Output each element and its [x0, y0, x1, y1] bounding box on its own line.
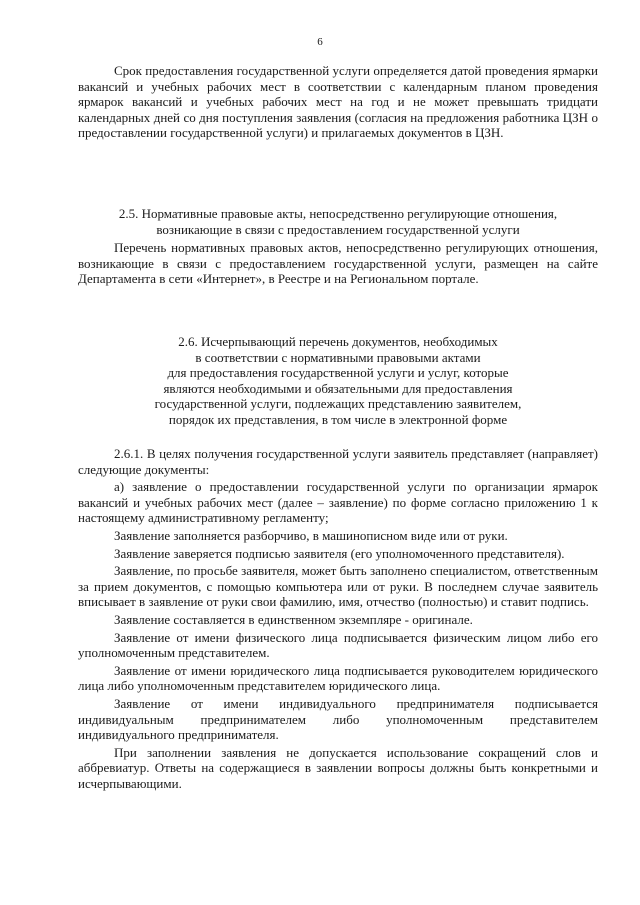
heading-line: в соответствии с нормативными правовыми актами	[195, 349, 481, 365]
paragraph-no-abbreviations: При заполнении заявления не допускается использование сокращений слов и аббревиатур. Ответы на содержащиеся в заявлении вопросы должны быть конкретными и исчерпывающими.	[78, 744, 598, 791]
heading-line: порядок их представления, в том числе в электронной форме	[168, 411, 508, 427]
heading-line: 2.6. Исчерпывающий перечень документов, необходимых	[178, 334, 498, 349]
heading-line: являются необходимыми и обязательными для предоставления	[163, 380, 513, 396]
paragraph-fill-legibly: Заявление заполняется разборчиво, в машинописном виде или от руки.	[114, 527, 508, 543]
paragraph-filled-by-specialist: Заявление, по просьбе заявителя, может быть заполнено специалистом, ответственным за прием документов, с помощью компьютера или от руки. В последнем случае заявитель вписывает в заявление от руки свои фамилию, имя, отчество (полностью) и ставит подпись.	[78, 563, 598, 610]
heading-line: 2.5. Нормативные правовые акты, непосредственно регулирующие отношения,	[118, 206, 558, 221]
section-2-6-body	[78, 446, 598, 793]
paragraph-single-copy: Заявление составляется в единственном экземпляре - оригинале.	[114, 611, 473, 627]
paragraph-individual: Заявление от имени физического лица подписывается физическим лицом либо его уполномоченным представителем.	[78, 629, 598, 661]
paragraph-entrepreneur: Заявление от имени индивидуального предпринимателя подписывается индивидуальным предпринимателем либо уполномоченным представителем индивидуального предпринимателя.	[78, 695, 598, 743]
section-2-6-heading	[78, 334, 598, 428]
paragraph-item-a: а) заявление о предоставлении государственной услуги по организации ярмарок вакансий и учебных рабочих мест (далее – заявление) по форме согласно приложению 1 к настоящему административному регламенту;	[78, 479, 598, 526]
section-2-5-paragraph: Перечень нормативных правовых актов, непосредственно регулирующих отношения, возникающие в связи с предоставлением государственной услуги, размещен на сайте Департамента в сети «Интернет», в Реестре и на Региональном портале.	[78, 240, 598, 287]
section-2-5-body	[78, 240, 598, 287]
paragraph-signature: Заявление заверяется подписью заявителя (его уполномоченного представителя).	[114, 545, 565, 561]
page-number: 6	[317, 36, 323, 48]
intro-paragraph: Срок предоставления государственной услуги определяется датой проведения ярмарки вакансий и учебных рабочих мест в соответствии с календарным планом проведения ярмарок вакансий и учебных рабочих мест на год и не может превышать тридцати календарных дней со дня поступления заявления (согласия на предложения работника ЦЗН о предоставлении государственной услуги) и прилагаемых документов в ЦЗН.	[78, 63, 598, 141]
section-2-5-heading	[78, 206, 598, 237]
paragraph-legal-entity: Заявление от имени юридического лица подписывается руководителем юридического лица либо уполномоченным представителем юридического лица.	[78, 662, 598, 694]
paragraph-2-6-1: 2.6.1. В целях получения государственной услуги заявитель представляет (направляет) следующие документы:	[78, 446, 598, 477]
heading-line: возникающие в связи с предоставлением государственной услуги	[156, 221, 520, 237]
intro-paragraph-block	[78, 63, 598, 141]
heading-line: государственной услуги, подлежащих представлению заявителем,	[154, 396, 522, 412]
heading-line: для предоставления государственной услуги и услуг, которые	[167, 365, 509, 381]
